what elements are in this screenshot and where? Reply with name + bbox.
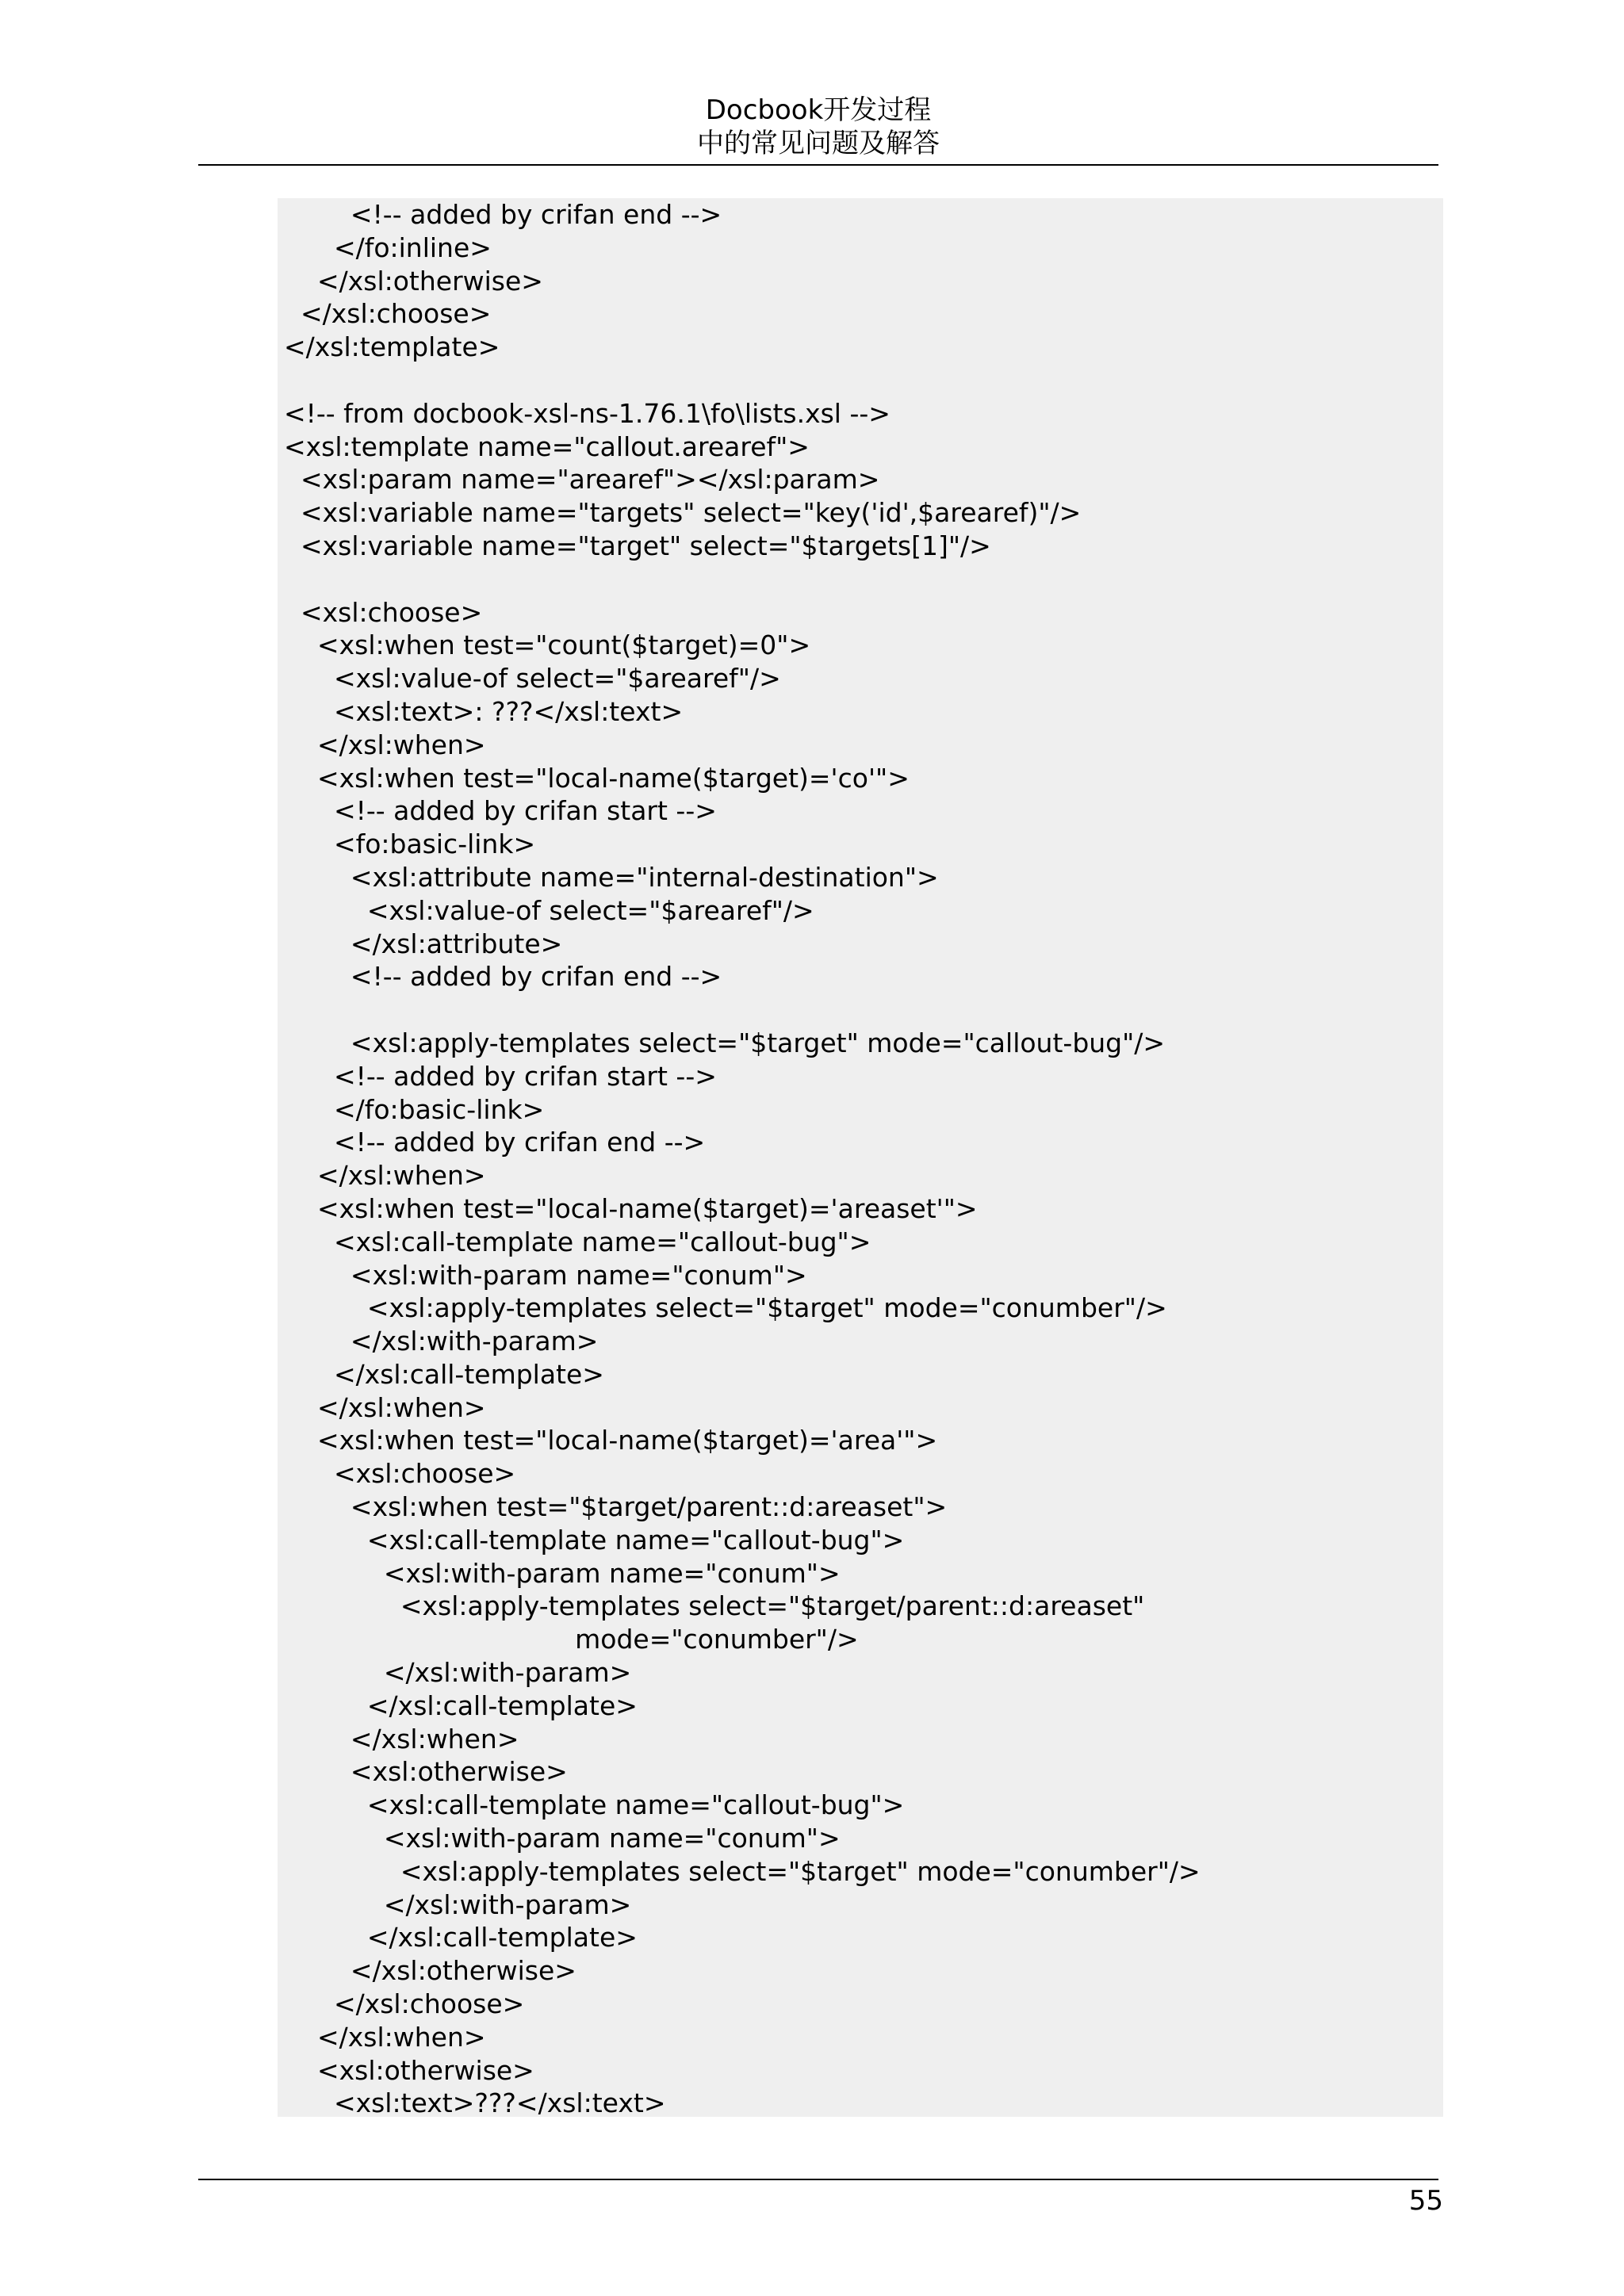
code-line: </xsl:choose> xyxy=(284,298,492,330)
code-line: </xsl:attribute> xyxy=(284,928,563,959)
code-line: </xsl:with-param> xyxy=(284,1888,632,1920)
header-title-line-2: 中的常见问题及解答 xyxy=(697,128,940,159)
code-line: </xsl:choose> xyxy=(284,1988,525,2020)
code-line: <!-- added by crifan start --> xyxy=(284,1060,717,1092)
footer-divider xyxy=(198,2179,1438,2180)
code-line: <xsl:param name="arearef"></xsl:param> xyxy=(284,464,880,496)
code-line: <xsl:with-param name="conum"> xyxy=(284,1557,841,1589)
code-line: </xsl:call-template> xyxy=(284,1689,638,1721)
code-line: <!-- added by crifan end --> xyxy=(284,1127,706,1158)
code-line: <!-- added by crifan end --> xyxy=(284,199,722,230)
code-line: <xsl:when test="local-name($target)='co'"> xyxy=(284,762,910,794)
code-line: </xsl:when> xyxy=(284,729,486,760)
code-line: </xsl:when> xyxy=(284,1160,486,1192)
code-line: </xsl:with-param> xyxy=(284,1657,632,1689)
code-line: <xsl:attribute name="internal-destination"> xyxy=(284,861,939,893)
code-line: </xsl:template> xyxy=(284,331,500,363)
code-line: <xsl:with-param name="conum"> xyxy=(284,1259,807,1291)
code-line: <xsl:variable name="targets" select="key('id',$arearef)"/> xyxy=(284,497,1082,529)
header-divider xyxy=(198,164,1438,166)
code-line: <xsl:call-template name="callout-bug"> xyxy=(284,1524,905,1556)
header-title-line-1: Docbook开发过程 xyxy=(705,94,932,126)
code-line: <xsl:text>: ???</xsl:text> xyxy=(284,695,684,727)
code-line: </fo:basic-link> xyxy=(284,1093,545,1125)
page-number: 55 xyxy=(1408,2185,1443,2217)
code-line: <xsl:call-template name="callout-bug"> xyxy=(284,1226,871,1257)
code-line: <xsl:apply-templates select="$target" mode="conumber"/> xyxy=(284,1855,1201,1887)
code-line: </xsl:otherwise> xyxy=(284,265,543,297)
code-line: <xsl:value-of select="$arearef"/> xyxy=(284,663,781,695)
code-line: <xsl:value-of select="$arearef"/> xyxy=(284,894,814,926)
code-line: <xsl:call-template name="callout-bug"> xyxy=(284,1789,905,1821)
code-line: <xsl:otherwise> xyxy=(284,2054,534,2086)
code-line: </xsl:call-template> xyxy=(284,1358,604,1390)
code-line xyxy=(284,563,1443,596)
code-line: </xsl:otherwise> xyxy=(284,1955,576,1987)
code-line: <xsl:when test="count($target)=0"> xyxy=(284,629,811,661)
code-line: <xsl:choose> xyxy=(284,1458,516,1490)
code-line: <xsl:text>???</xsl:text> xyxy=(284,2087,666,2117)
code-line: <xsl:apply-templates select="$target" mode="conumber"/> xyxy=(284,1292,1167,1324)
code-line: </xsl:with-param> xyxy=(284,1326,599,1357)
code-line: <!-- from docbook-xsl-ns-1.76.1\fo\lists.xsl --> xyxy=(284,397,891,429)
code-line: mode="conumber"/> xyxy=(284,1624,859,1655)
running-header xyxy=(198,94,1438,160)
code-line: <xsl:when test="$target/parent::d:areaset"> xyxy=(284,1491,948,1523)
code-line: </xsl:call-template> xyxy=(284,1922,638,1954)
code-line: <xsl:template name="callout.arearef"> xyxy=(284,430,810,462)
code-line: <!-- added by crifan end --> xyxy=(284,961,722,993)
code-listing xyxy=(278,198,1443,2117)
code-line: <xsl:when test="local-name($target)='areaset'"> xyxy=(284,1192,978,1224)
code-line: </xsl:when> xyxy=(284,1723,519,1755)
code-line xyxy=(284,364,1443,397)
code-line: <xsl:apply-templates select="$target/parent::d:areaset" xyxy=(284,1590,1145,1622)
code-line: </xsl:when> xyxy=(284,1391,486,1423)
code-line: </xsl:when> xyxy=(284,2021,486,2053)
code-line: <xsl:choose> xyxy=(284,596,483,628)
code-line: <xsl:otherwise> xyxy=(284,1756,568,1788)
code-line: <xsl:with-param name="conum"> xyxy=(284,1823,841,1854)
code-line: </fo:inline> xyxy=(284,232,492,263)
code-line: <xsl:apply-templates select="$target" mode="callout-bug"/> xyxy=(284,1027,1166,1058)
code-line: <!-- added by crifan start --> xyxy=(284,795,717,827)
code-line xyxy=(284,993,1443,1027)
code-line: <xsl:variable name="target" select="$targets[1]"/> xyxy=(284,530,991,561)
code-line: <fo:basic-link> xyxy=(284,828,536,860)
code-line: <xsl:when test="local-name($target)='area'"> xyxy=(284,1425,938,1456)
